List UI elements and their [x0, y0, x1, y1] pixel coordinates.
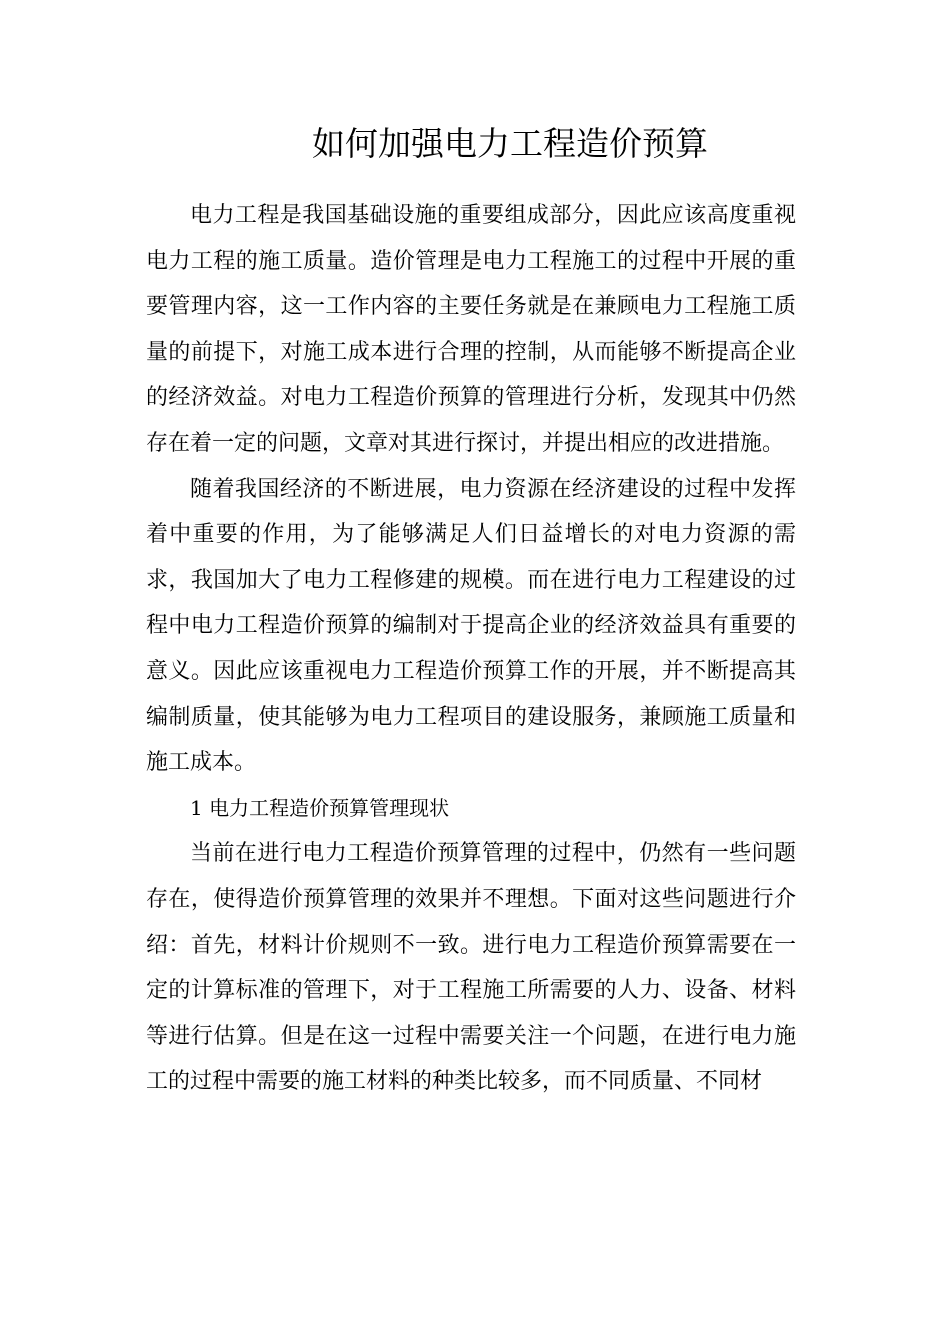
- document-title: 如何加强电力工程造价预算: [312, 124, 708, 163]
- paragraph-intro: 电力工程是我国基础设施的重要组成部分，因此应该高度重视电力工程的施工质量。造价管理是电力工程施工的过程中开展的重要管理内容，这一工作内容的主要任务就是在兼顾电力工程施工质量的前提下，对施工成本进行合理的控制，从而能够不断提高企业的经济效益。对电力工程造价预算的管理进行分析，发现其中仍然存在着一定的问题，文章对其进行探讨，并提出相应的改进措施。: [146, 203, 796, 456]
- document-body: [146, 193, 796, 1105]
- section-heading: 1 电力工程造价预算管理现状: [190, 795, 450, 820]
- paragraph-section-1: 当前在进行电力工程造价预算管理的过程中，仍然有一些问题存在，使得造价预算管理的效果并不理想。下面对这些问题进行介绍：首先，材料计价规则不一致。进行电力工程造价预算需要在一定的计算标准的管理下，对于工程施工所需要的人力、设备、材料等进行估算。但是在这一过程中需要关注一个问题，在进行电力施工的过程中需要的施工材料的种类比较多，而不同质量、不同材: [146, 841, 796, 1095]
- paragraph-background: 随着我国经济的不断进展，电力资源在经济建设的过程中发挥着中重要的作用，为了能够满足人们日益增长的对电力资源的需求，我国加大了电力工程修建的规模。而在进行电力工程建设的过程中电力工程造价预算的编制对于提高企业的经济效益具有重要的意义。因此应该重视电力工程造价预算工作的开展，并不断提高其编制质量，使其能够为电力工程项目的建设服务，兼顾施工质量和施工成本。: [146, 476, 796, 776]
